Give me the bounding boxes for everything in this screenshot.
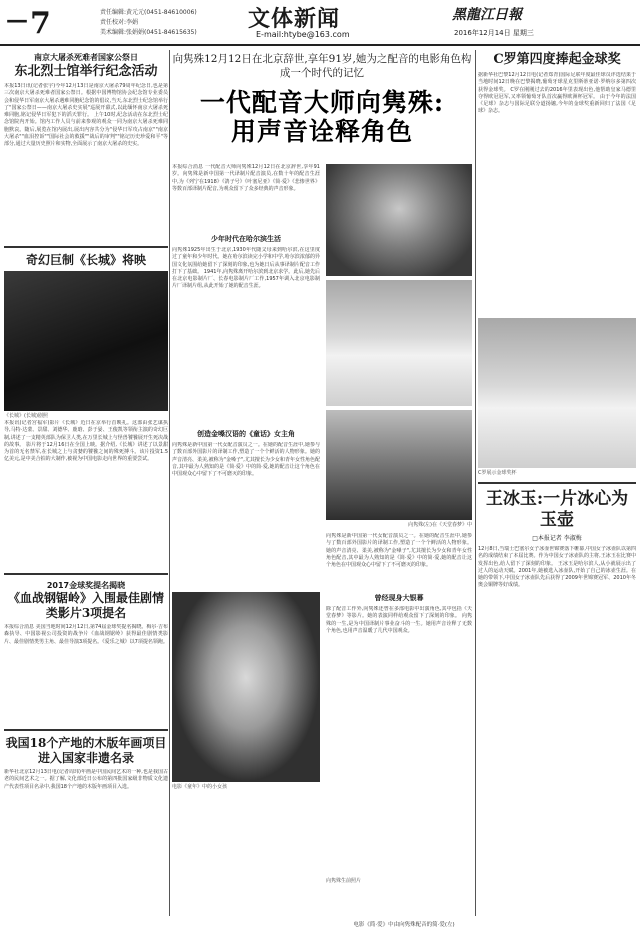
story-kicker: 南京大屠杀死难者国家公祭日 [34,53,138,62]
lead-body: 除了配音工作外,向隽殊还曾在多部电影中出演角色,其中包括《天堂春梦》等影片。她的表演同样给观众留下了深刻的印象。 向隽殊的一生,是为中国译制片事业奋斗的一生。她用声音诠释了无数个角色,也用声音温暖了几代中国观众。 [326,606,472,634]
lead-body: 向隽殊是新中国第一代女配音演员之一。在她的配音生涯中,她参与了数百部外国影片的译制工作,塑造了一个个鲜活的人物形象。她的声音清亮、柔美,被称为"金嗓子",尤其擅长为少女和青年女性角色配音,其中最为人熟知的是《简·爱》中的简·爱,她的配音让这个角色在中国观众心中留下了不可磨灭的印象。 [326,533,472,569]
child-film-photo [172,592,320,782]
great-wall-photo [4,271,168,411]
story-ronaldo [478,52,636,477]
lead-body: 向隽殊是新中国第一代女配音演员之一。在她的配音生涯中,她参与了数百部外国影片的译制工作,塑造了一个个鲜活的人物形象。她的声音清亮、柔美,被称为"金嗓子",尤其擅长为少女和青年女性角色配音,其中最为人熟知的是《简·爱》中的简·爱,她的配音让这个角色在中国观众心中留下了不可磨灭的印象。 [172,442,320,478]
photo-caption: C罗展示金球奖杯 [478,470,517,476]
story-byline: □本报记者 李淑梅 [532,535,582,542]
story-body: 据新华社巴黎12月12日电(记者郑青)国际足联年度最佳球员评选结果于当地时间12日晚在巴黎揭晓,葡萄牙球星克里斯蒂亚诺·罗纳尔多第四次获得金球奖。 C罗在刚刚过去的2016年里表现出色,他帮助皇家马德里夺得欧冠冠军,又率领葡萄牙队首次赢得欧洲杯冠军。 由于今年的法国《足球》杂志与国际足联分道扬镳,今年的金球奖重新回归了法国《足球》杂志。 [478,72,636,115]
story-golden-globe [4,580,168,724]
story-wang-bingyu [478,489,636,882]
photo-caption: 《长城》(长城)剧照 [4,413,48,419]
story-headline: 王冰玉:一片冰心为玉壶 [485,489,629,530]
story-body: 12月8日,当瑞士巴塞尔女子冰壶世锦赛落下帷幕,中国女子冰壶队以第四名的成绩结束了本届比赛。作为中国女子冰壶队的主将,王冰玉在比赛中发挥出色,给人留下了深刻的印象。 王冰玉是哈尔滨人,从小就展示出了过人的运动天赋。2001年,她被选入冰壶队,开始了自己的冰壶生涯。在她的带领下,中国女子冰壶队先后获得了2009年世锦赛冠军、2010年冬奥会铜牌等好成绩。 [478,546,636,589]
story-body: 本报13日讯(记者张宇)今年12月13日是南京大屠杀79周年纪念日,也是第三次南京大屠杀死难者国家公祭日。根据中国博物馆协会纪念馆专业委员会和侵华日军南京大屠杀遇难同胞纪念馆的倡议,当天,东北烈士纪念馆举行了"国家公祭日——南京大屠杀史实展"巡展开幕式,以此缅怀南京大屠杀死难同胞,铭记侵华日军犯下的滔天罪行。 上午10时,纪念活动在东北烈士纪念馆院内开始。馆内工作人员与前来参观的观众一同为南京大屠杀死难同胞默哀。随后,展览在馆内展出,展出内容共分为"侵华日军攻占南京""南京大屠杀""血泪控诉""国际社会的救援""战后的审判""铭记历史珍爱和平"等部分,通过大量历史照片和实物,全面展示了南京大屠杀的史实。 [4,83,168,148]
editor-info [100,8,197,38]
lead-subhead: 曾经现身大银幕 [374,594,424,602]
lead-headline-line2: 用声音诠释角色 [230,117,413,146]
bottom-photo-caption: 电影《简·爱》中由向隽殊配音的简·爱(左) [353,922,455,928]
photo-caption: 向隽殊(左)在《天堂春梦》中 [408,522,472,528]
story-divider [4,729,168,731]
story-headline: 奇幻巨制《长城》将映 [25,253,146,267]
film-still-photo [326,410,472,520]
lead-intro: 本报综合消息 一代配音大师向隽殊12月12日在北京辞世,享年91岁。向隽殊是新中国第一代译制片配音演员,在数十年的配音生涯中,为《列宁在1918》《鸽子号》《叶塞尼亚》《简·爱》《悲惨世界》等数百部译制片配音,为观众留下了众多经典的声音形象。 [172,164,320,192]
publication-date: 2016年12月14日 星期三 [454,29,534,37]
lead-column-a [172,164,320,791]
newspaper-masthead: 黑龍江日報 [452,7,522,23]
story-divider [4,573,168,575]
story-divider [478,482,636,484]
story-headline: 我国18个产地的木版年画项目进入国家非遗名录 [5,736,167,765]
photo-caption: 向隽殊生前照片 [326,878,362,884]
column-divider [475,50,476,916]
editor-line: 责任校对:李娟 [100,19,139,26]
lead-headline-line1: 一代配音大师向隽殊: [199,88,445,117]
page-header [0,0,640,46]
story-great-wall [4,253,168,568]
curling-photo [478,318,636,468]
lead-body: 向隽殊1925年出生于北京,1930年代随父母来到哈尔滨,在这里度过了童年和少年时代。她在哈尔滨读完小学和中学,哈尔滨浓郁的异国文化氛围给她留下了深刻的印象,也为她日后从事译制片配音工作打下了基础。 1941年,向隽殊离开哈尔滨到北京求学。此后,她先后在北京电影制片厂、长春电影制片厂工作,1957年调入北京电影制片厂译制片组,从此开始了她的配音生涯。 [172,247,320,290]
lead-story-header [172,52,472,146]
story-headline: 《血战钢锯岭》入围最佳剧情类影片3项提名 [7,591,164,620]
section-title: 文体新闻 [248,6,341,32]
story-new-year-print [4,736,168,865]
lead-subhead: 少年时代在哈尔滨生活 [211,235,281,243]
lead-kicker: 向隽殊12月12日在北京辞世,享年91岁,她为之配音的电影角色构成一个时代的记忆 [172,53,472,79]
editor-line: 责任编辑:黄元元(0451-84610006) [100,9,197,16]
xiang-junshu-portrait [326,164,472,276]
story-memorial [4,52,168,241]
film-still-photo [326,280,472,406]
lead-column-b [326,164,472,885]
right-column [478,52,636,882]
photo-caption: 电影《童年》中的小女孩 [172,784,228,790]
story-kicker: 2017金球奖提名揭晓 [46,581,126,590]
editor-line: 美术编辑:张娟娟(0451-84615635) [100,29,197,36]
section-email: E-mail:htybe@163.com [256,30,350,39]
story-headline: C罗第四度捧起金球奖 [493,52,621,67]
story-headline: 东北烈士馆举行纪念活动 [14,64,158,79]
lead-subhead: 创造金嗓汉语的《童话》女主角 [197,430,295,438]
story-body: 本报综合消息 美国当地时间12月12日,第74届金球奖提名揭晓。梅尔·吉布森执导、中国影视公司投资的战争片《血战钢锯岭》获得最佳剧情类影片、最佳剧情类男主角、最佳导演3项提名。《爱乐之城》以7项提名领跑。 [4,624,168,645]
story-body: 新华社北京12月13日电(记者周玮)年画是中国民间艺术的一种,也是我国古老的民间艺术之一。据了解,文化部近日公布的第四批国家级非物质文化遗产代表性项目名录中,我国18个产地的木版年画项目入选。 [4,769,168,790]
column-divider [169,50,170,916]
story-divider [4,246,168,248]
story-body: 本报讯(记者宫福军)影片《长城》近日在京举行首映礼。这部由张艺谋执导,马特·达蒙、景甜、刘德华、鹿晗、彭于晏、王俊凯等领衔主演的奇幻巨制,讲述了一支精英部队为保卫人类,在万里长城上与怪兽饕餮展开生死决战的故事。 影片将于12月16日在全国上映。据介绍,《长城》讲述了以景甜为首的无名禁军,在长城之上与贪婪的饕餮之间的殊死搏斗。该片投资1.5亿美元,是中美合拍的大制作,被视为中国电影走向世界的重要尝试。 [4,420,168,463]
left-column [4,52,168,865]
page-number: —7 [6,6,51,41]
